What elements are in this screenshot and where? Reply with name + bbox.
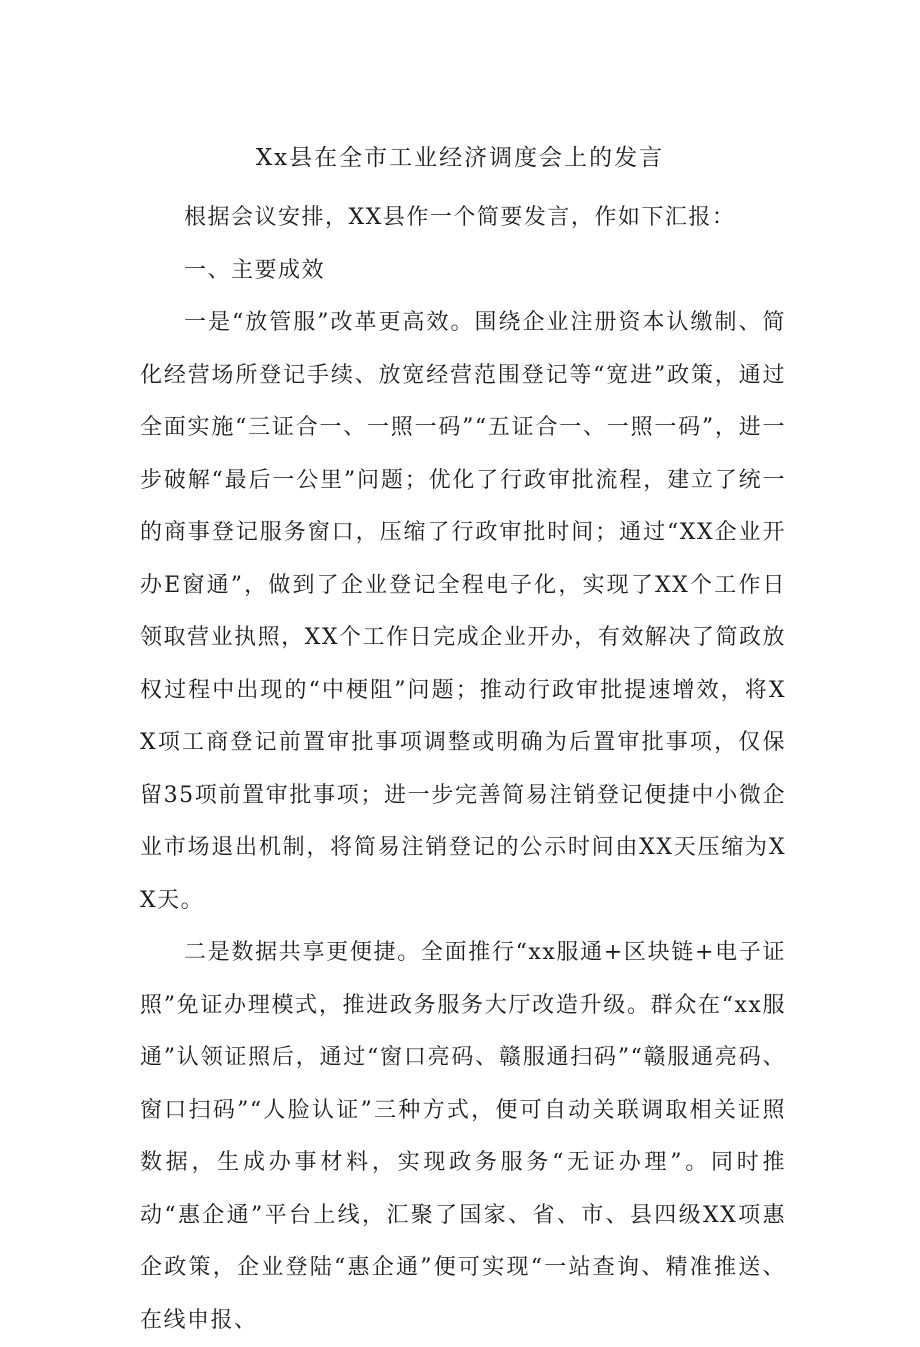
document-body (140, 192, 786, 1347)
body-paragraph: 一是“放管服”改革更高效。围绕企业注册资本认缴制、简化经营场所登记手续、放宽经营范围登记等“宽进”政策，通过全面实施“三证合一、一照一码”“五证合一、一照一码”，进一步破解“最后一公里”问题；优化了行政审批流程，建立了统一的商事登记服务窗口，压缩了行政审批时间；通过“XX企业开办E窗通”，做到了企业登记全程电子化，实现了XX个工作日领取营业执照，XX个工作日完成企业开办，有效解决了简政放权过程中出现的“中梗阻”问题；推动行政审批提速增效，将XX项工商登记前置审批事项调整或明确为后置审批事项，仅保留35项前置审批事项；进一步完善简易注销登记便捷中小微企业市场退出机制，将简易注销登记的公示时间由XX天压缩为XX天。 (140, 310, 786, 913)
document-title: Xx县在全市工业经济调度会上的发言 (255, 145, 665, 171)
intro-paragraph: 根据会议安排，XX县作一个简要发言，作如下汇报： (184, 205, 736, 230)
section-heading: 一、主要成效 (184, 257, 326, 283)
body-paragraph: 二是数据共享更便捷。全面推行“xx服通+区块链+电子证照”免证办理模式，推进政务服务大厅改造升级。群众在“xx服通”认领证照后，通过“窗口亮码、赣服通扫码”“赣服通亮码、窗口扫码”“人脸认证”三种方式，便可自动关联调取相关证照数据，生成办事材料，实现政务服务“无证办理”。同时推动“惠企通”平台上线，汇聚了国家、省、市、县四级XX项惠企政策，企业登陆“惠企通”便可实现“一站查询、精准推送、在线申报、 (140, 940, 786, 1333)
